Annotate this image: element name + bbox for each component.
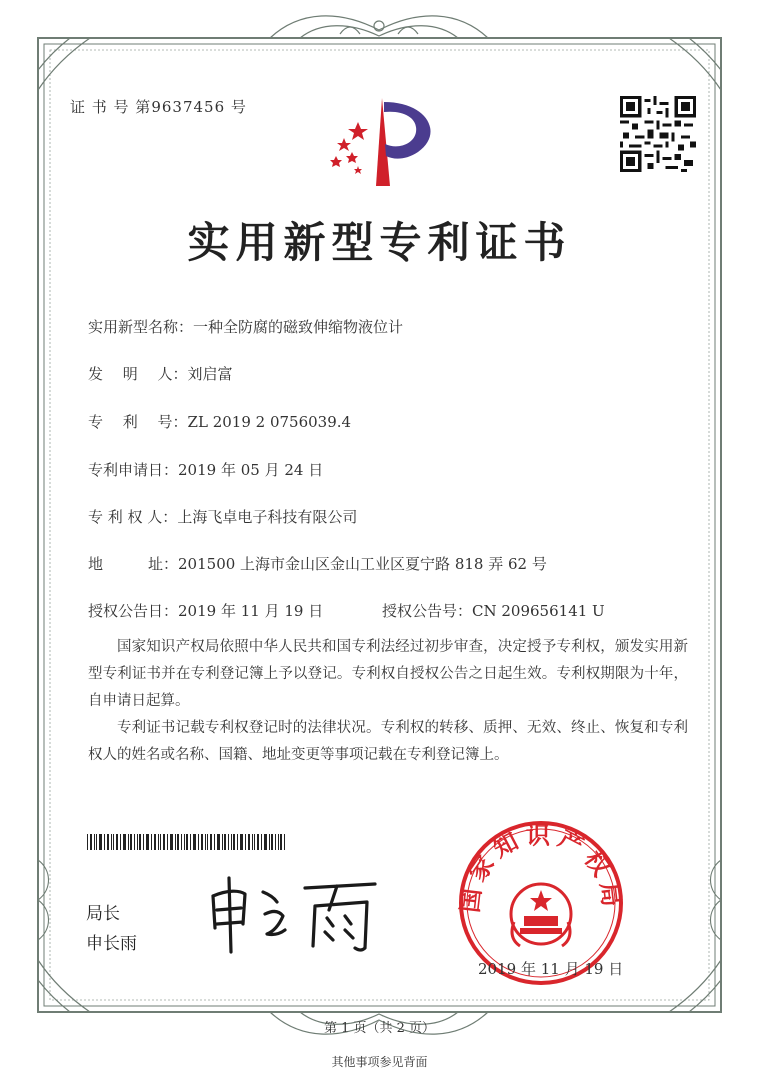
- director-title: 局长: [86, 904, 120, 924]
- field-patent-number-value: ZL 2019 2 0756039.4: [187, 413, 352, 431]
- seal-text: 国家知识产权局: [456, 821, 626, 915]
- field-grant-number-label: 授权公告号：: [382, 602, 473, 620]
- field-inventor-value: 刘启富: [187, 365, 233, 383]
- field-grant-number: [382, 600, 605, 621]
- field-address: [88, 553, 547, 574]
- certificate-number-label: 证 书 号 第: [70, 98, 152, 116]
- field-utility-name-value: 一种全防腐的磁致伸缩物液位计: [193, 318, 404, 336]
- footer-note: 其他事项参见背面: [331, 1055, 428, 1069]
- certificate-number-suffix: 号: [230, 98, 247, 116]
- seal-date: 2019 年 11 月 19 日: [478, 960, 624, 978]
- field-filing-date-label: 专利申请日：: [88, 461, 179, 479]
- patent-office-logo-icon: [318, 94, 446, 190]
- field-grant-date-label: 授权公告日：: [88, 602, 179, 620]
- certificate-number-value: 9637456: [151, 98, 226, 116]
- field-grant-date: [88, 600, 323, 621]
- body-paragraph-1: 国家知识产权局依照中华人民共和国专利法经过初步审查，决定授予专利权，颁发实用新型专利证书并在专利登记簿上予以登记。专利权自授权公告之日起生效。专利权期限为十年，自申请日起算。: [88, 639, 688, 709]
- field-utility-name-label: 实用新型名称：: [88, 318, 194, 336]
- director-name: 申长雨: [86, 934, 137, 954]
- field-inventor-label: 发 明 人：: [88, 365, 188, 383]
- page-title: 实用新型专利证书: [187, 218, 572, 267]
- field-inventor: [88, 363, 233, 384]
- signature-icon: [205, 866, 385, 956]
- field-patent-number-label: 专 利 号：: [88, 413, 188, 431]
- field-filing-date: [88, 459, 323, 480]
- field-patentee: [88, 506, 357, 527]
- body-paragraph-2: 专利证书记载专利权登记时的法律状况。专利权的转移、质押、无效、终止、恢复和专利权人的姓名或名称、国籍、地址变更等事项记载在专利登记簿上。: [88, 720, 688, 763]
- field-patentee-value: 上海飞卓电子科技有限公司: [177, 508, 358, 526]
- field-address-value: 201500 上海市金山区金山工业区夏宁路 818 弄 62 号: [178, 555, 547, 573]
- field-patent-number: [88, 411, 351, 432]
- field-patentee-label: 专 利 权 人：: [88, 508, 178, 526]
- field-grant-number-value: CN 209656141 U: [472, 602, 605, 620]
- page-number: 第 1 页（共 2 页）: [323, 1021, 436, 1036]
- qr-code-icon: [620, 96, 696, 172]
- field-utility-name: [88, 316, 403, 337]
- field-filing-date-value: 2019 年 05 月 24 日: [178, 461, 324, 479]
- field-address-label: 地 址：: [88, 555, 179, 573]
- field-grant-date-value: 2019 年 11 月 19 日: [178, 602, 324, 620]
- barcode-icon: [87, 834, 287, 850]
- certificate-number: [70, 96, 247, 117]
